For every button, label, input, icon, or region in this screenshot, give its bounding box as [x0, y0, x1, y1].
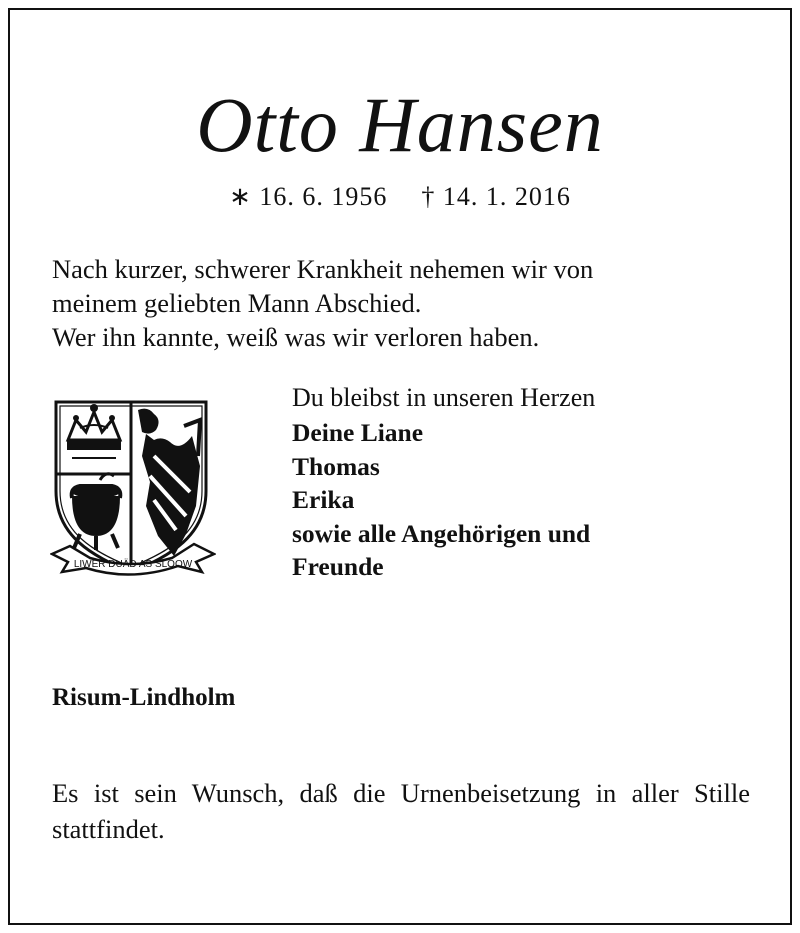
mourners-block [292, 380, 762, 584]
mourner-name: Thomas [292, 451, 380, 481]
death-date: † 14. 1. 2016 [421, 182, 571, 211]
intro-line: meinem geliebten Mann Abschied. [52, 288, 422, 318]
intro-line: Nach kurzer, schwerer Krankheit nehemen wir von [52, 254, 594, 284]
crest-motto: LIWER DUÄD AS SLOOW [73, 559, 193, 570]
mourners-list [292, 416, 762, 584]
mourner-name: Erika [292, 485, 355, 514]
mourners-lead: Du bleibst in unseren Herzen [292, 383, 596, 412]
deceased-name: Otto Hansen [196, 81, 604, 168]
burial-wish: Es ist sein Wunsch, daß die Urnenbeisetzung in aller Stille stattfindet. [52, 778, 750, 844]
intro-text [52, 252, 752, 354]
mourner-name: sowie alle Angehörigen und [292, 518, 591, 548]
mourner-name: Deine Liane [292, 418, 424, 447]
cauldron-icon [72, 474, 121, 550]
birth-date: ∗ 16. 6. 1956 [229, 182, 388, 211]
intro-line: Wer ihn kannte, weiß was wir verloren haben. [52, 322, 540, 352]
life-dates [0, 182, 800, 212]
mourner-name: Freunde [292, 552, 384, 581]
place-name: Risum-Lindholm [52, 684, 236, 711]
coat-of-arms-emblem [50, 396, 216, 582]
